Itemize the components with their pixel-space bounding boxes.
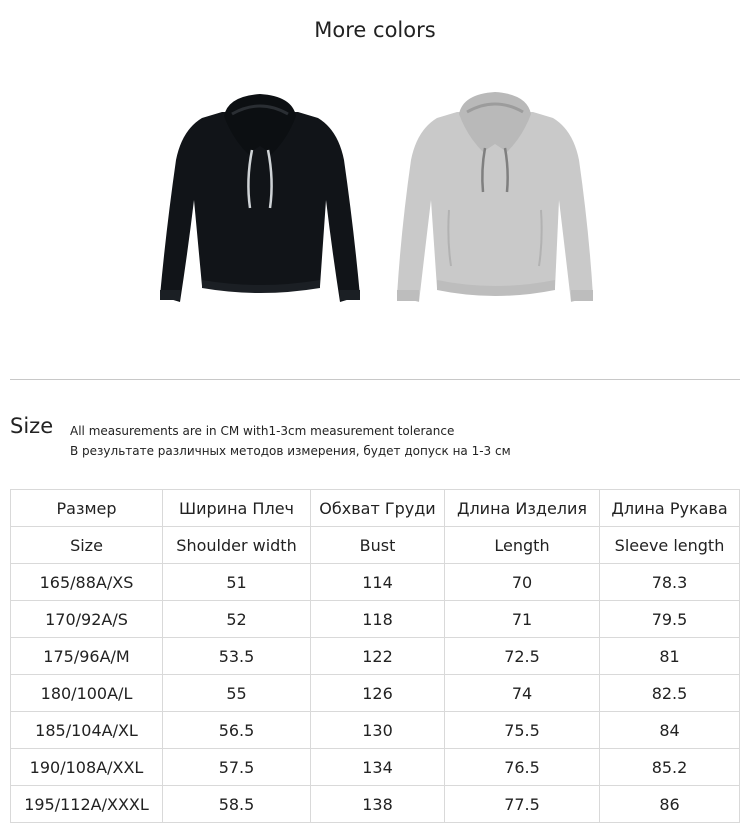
table-cell: 75.5 bbox=[445, 712, 600, 749]
table-row bbox=[11, 675, 740, 712]
gray-hoodie-image bbox=[385, 90, 605, 315]
table-cell: 138 bbox=[311, 786, 445, 823]
section-title: More colors bbox=[314, 18, 436, 42]
table-cell: 77.5 bbox=[445, 786, 600, 823]
table-row bbox=[11, 749, 740, 786]
table-cell: 76.5 bbox=[445, 749, 600, 786]
size-heading: Size bbox=[10, 414, 54, 438]
table-header-cell: Ширина Плеч bbox=[163, 490, 311, 527]
table-cell: 74 bbox=[445, 675, 600, 712]
table-header-cell: Length bbox=[445, 527, 600, 564]
table-cell: 175/96A/M bbox=[11, 638, 163, 675]
table-header-cell: Размер bbox=[11, 490, 163, 527]
table-cell: 53.5 bbox=[163, 638, 311, 675]
size-chart-table bbox=[10, 489, 740, 823]
measurement-note-ru: В результате различных методов измерения, будет допуск на 1-3 см bbox=[70, 444, 511, 458]
table-cell: 165/88A/XS bbox=[11, 564, 163, 601]
table-cell: 170/92A/S bbox=[11, 601, 163, 638]
table-header-row-en bbox=[11, 527, 740, 564]
table-cell: 84 bbox=[600, 712, 740, 749]
table-header-cell: Size bbox=[11, 527, 163, 564]
table-cell: 122 bbox=[311, 638, 445, 675]
table-header-cell: Shoulder width bbox=[163, 527, 311, 564]
table-header-cell: Sleeve length bbox=[600, 527, 740, 564]
table-cell: 126 bbox=[311, 675, 445, 712]
table-cell: 70 bbox=[445, 564, 600, 601]
table-cell: 72.5 bbox=[445, 638, 600, 675]
table-cell: 79.5 bbox=[600, 601, 740, 638]
table-cell: 52 bbox=[163, 601, 311, 638]
table-header-cell: Длина Рукава bbox=[600, 490, 740, 527]
table-row bbox=[11, 638, 740, 675]
table-cell: 118 bbox=[311, 601, 445, 638]
table-row bbox=[11, 712, 740, 749]
table-cell: 86 bbox=[600, 786, 740, 823]
table-cell: 185/104A/XL bbox=[11, 712, 163, 749]
table-cell: 71 bbox=[445, 601, 600, 638]
table-cell: 55 bbox=[163, 675, 311, 712]
table-cell: 195/112A/XXXL bbox=[11, 786, 163, 823]
table-cell: 57.5 bbox=[163, 749, 311, 786]
black-hoodie-image bbox=[150, 90, 370, 315]
table-row bbox=[11, 786, 740, 823]
table-cell: 134 bbox=[311, 749, 445, 786]
table-row bbox=[11, 564, 740, 601]
measurement-note-en: All measurements are in CM with1-3cm measurement tolerance bbox=[70, 424, 455, 438]
table-header-cell: Обхват Груди bbox=[311, 490, 445, 527]
section-divider bbox=[10, 379, 740, 380]
table-cell: 180/100A/L bbox=[11, 675, 163, 712]
table-row bbox=[11, 601, 740, 638]
black-hoodie-illustration bbox=[150, 90, 370, 315]
table-cell: 114 bbox=[311, 564, 445, 601]
table-cell: 130 bbox=[311, 712, 445, 749]
table-cell: 56.5 bbox=[163, 712, 311, 749]
table-cell: 78.3 bbox=[600, 564, 740, 601]
table-header-cell: Bust bbox=[311, 527, 445, 564]
table-header-row-ru bbox=[11, 490, 740, 527]
table-cell: 58.5 bbox=[163, 786, 311, 823]
table-cell: 85.2 bbox=[600, 749, 740, 786]
gray-hoodie-illustration bbox=[385, 90, 605, 315]
table-header-cell: Длина Изделия bbox=[445, 490, 600, 527]
table-cell: 81 bbox=[600, 638, 740, 675]
table-cell: 190/108A/XXL bbox=[11, 749, 163, 786]
table-cell: 82.5 bbox=[600, 675, 740, 712]
table-cell: 51 bbox=[163, 564, 311, 601]
